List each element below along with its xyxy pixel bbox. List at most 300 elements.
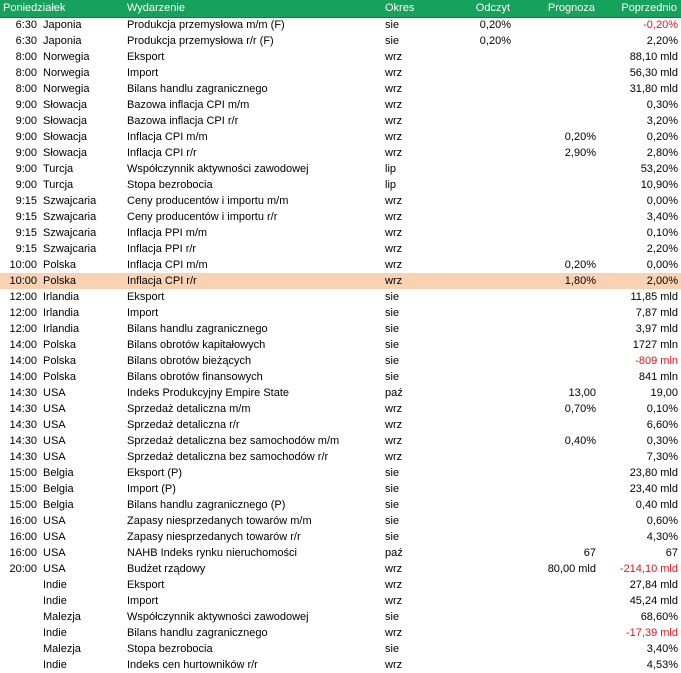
period: sie: [385, 306, 400, 319]
table-row[interactable]: [0, 273, 681, 289]
event-name: Bazowa inflacja CPI m/m: [127, 98, 250, 111]
event-name: Eksport: [127, 578, 165, 591]
period: wrz: [385, 242, 403, 255]
event-time: [0, 577, 40, 593]
previous-value: 0,60%: [646, 514, 678, 527]
country: Turcja: [43, 178, 74, 191]
table-row[interactable]: [0, 209, 681, 225]
header-day[interactable]: Poniedziałek: [0, 0, 124, 17]
country: Belgia: [43, 466, 74, 479]
period: wrz: [385, 418, 403, 431]
actual-value: [452, 433, 514, 449]
event-name: Import (P): [127, 482, 176, 495]
table-row[interactable]: [0, 385, 681, 401]
period: sie: [385, 322, 400, 335]
forecast-value: [514, 209, 599, 225]
period: wrz: [385, 82, 403, 95]
country: USA: [43, 450, 66, 463]
previous-value: 0,00%: [646, 194, 678, 207]
previous-value: -809 mln: [635, 354, 678, 367]
period: wrz: [385, 226, 403, 239]
event-time: 15:00: [9, 498, 37, 511]
actual-value: [452, 641, 514, 657]
event-name: Stopa bezrobocia: [127, 642, 213, 655]
forecast-value: [514, 353, 599, 369]
actual-value: [452, 305, 514, 321]
forecast-value: 13,00: [568, 386, 596, 399]
country: Norwegia: [43, 82, 90, 95]
period: sie: [385, 370, 400, 383]
table-row[interactable]: [0, 369, 681, 385]
actual-value: [452, 193, 514, 209]
event-name: Import: [127, 66, 159, 79]
table-row[interactable]: [0, 545, 681, 561]
previous-value: 19,00: [650, 386, 678, 399]
previous-value: 45,24 mld: [629, 594, 678, 607]
forecast-value: 80,00 mld: [547, 562, 596, 575]
actual-value: [452, 97, 514, 113]
event-time: 9:00: [15, 98, 37, 111]
header-event[interactable]: Wydarzenie: [124, 0, 382, 17]
event-name: Eksport (P): [127, 466, 183, 479]
table-row[interactable]: [0, 465, 681, 481]
period: wrz: [385, 130, 403, 143]
event-time: [0, 625, 40, 641]
table-row[interactable]: [0, 257, 681, 273]
period: sie: [385, 530, 400, 543]
forecast-value: [514, 305, 599, 321]
event-time: 10:00: [9, 258, 37, 271]
forecast-value: [514, 33, 599, 49]
event-name: Sprzedaż detaliczna m/m: [127, 402, 251, 415]
event-time: 8:00: [15, 66, 37, 79]
forecast-value: 2,90%: [564, 146, 596, 159]
country: Turcja: [43, 162, 74, 175]
period: sie: [385, 498, 400, 511]
event-time: 14:30: [9, 450, 37, 463]
period: sie: [385, 18, 400, 31]
table-row[interactable]: [0, 657, 681, 673]
event-name: Bilans handlu zagranicznego: [127, 626, 268, 639]
event-time: 12:00: [9, 306, 37, 319]
actual-value: [452, 113, 514, 129]
period: sie: [385, 642, 400, 655]
event-time: 9:15: [15, 226, 37, 239]
previous-value: 67: [665, 546, 678, 559]
event-time: 9:15: [15, 242, 37, 255]
period: sie: [385, 514, 400, 527]
previous-value: 2,80%: [646, 146, 678, 159]
forecast-value: [514, 161, 599, 177]
forecast-value: [514, 481, 599, 497]
event-time: [0, 657, 40, 673]
event-time: 14:30: [9, 386, 37, 399]
event-time: 9:15: [15, 210, 37, 223]
table-row[interactable]: [0, 481, 681, 497]
event-time: 14:00: [9, 370, 37, 383]
period: wrz: [385, 578, 403, 591]
previous-value: -214,10 mld: [619, 562, 678, 575]
event-time: 14:30: [9, 434, 37, 447]
table-row[interactable]: [0, 577, 681, 593]
table-row[interactable]: [0, 145, 681, 161]
country: Szwajcaria: [43, 242, 97, 255]
country: Słowacja: [43, 114, 88, 127]
forecast-value: [514, 113, 599, 129]
period: sie: [385, 466, 400, 479]
period: wrz: [385, 626, 403, 639]
forecast-value: [514, 177, 599, 193]
forecast-value: 0,70%: [564, 402, 596, 415]
table-row[interactable]: [0, 33, 681, 49]
event-time: 14:30: [9, 402, 37, 415]
event-name: Sprzedaż detaliczna bez samochodów r/r: [127, 450, 329, 463]
event-name: Budżet rządowy: [127, 562, 206, 575]
previous-value: 7,30%: [646, 450, 678, 463]
event-time: 9:00: [15, 178, 37, 191]
event-name: Bazowa inflacja CPI r/r: [127, 114, 239, 127]
country: Słowacja: [43, 98, 88, 111]
event-name: Zapasy niesprzedanych towarów r/r: [127, 530, 301, 543]
event-time: 9:15: [15, 194, 37, 207]
table-row[interactable]: [0, 81, 681, 97]
forecast-value: [514, 513, 599, 529]
country: USA: [43, 546, 66, 559]
event-time: 8:00: [15, 82, 37, 95]
table-row[interactable]: [0, 593, 681, 609]
table-row[interactable]: [0, 641, 681, 657]
forecast-value: [514, 497, 599, 513]
table-row[interactable]: [0, 497, 681, 513]
event-name: Eksport: [127, 290, 165, 303]
event-time: 14:00: [9, 354, 37, 367]
country: USA: [43, 402, 66, 415]
event-time: 9:00: [15, 146, 37, 159]
forecast-value: 0,40%: [564, 434, 596, 447]
period: paź: [385, 546, 403, 559]
previous-value: 0,30%: [646, 98, 678, 111]
table-row[interactable]: [0, 337, 681, 353]
event-time: 6:30: [15, 34, 37, 47]
previous-value: 0,10%: [646, 402, 678, 415]
country: Szwajcaria: [43, 194, 97, 207]
table-row[interactable]: [0, 49, 681, 65]
actual-value: [452, 529, 514, 545]
table-row[interactable]: [0, 129, 681, 145]
actual-value: [452, 209, 514, 225]
actual-value: [452, 257, 514, 273]
period: wrz: [385, 50, 403, 63]
actual-value: [452, 385, 514, 401]
event-time: 16:00: [9, 546, 37, 559]
country: USA: [43, 418, 66, 431]
actual-value: [452, 657, 514, 673]
country: Indie: [43, 626, 67, 639]
event-name: Bilans obrotów finansowych: [127, 370, 263, 383]
actual-value: [452, 289, 514, 305]
event-name: Inflacja CPI m/m: [127, 258, 208, 271]
forecast-value: [514, 465, 599, 481]
country: Polska: [40, 273, 124, 289]
previous-value: 2,00%: [599, 273, 681, 289]
actual-value: [452, 129, 514, 145]
actual-value: [452, 49, 514, 65]
event-time: 16:00: [9, 514, 37, 527]
event-name: Stopa bezrobocia: [127, 178, 213, 191]
event-name: Sprzedaż detaliczna r/r: [127, 418, 240, 431]
period: wrz: [385, 434, 403, 447]
forecast-value: 67: [583, 546, 596, 559]
forecast-value: [514, 225, 599, 241]
header-period[interactable]: Okres: [382, 0, 452, 17]
previous-value: 23,40 mld: [629, 482, 678, 495]
country: Polska: [43, 338, 77, 351]
previous-value: 3,20%: [646, 114, 678, 127]
forecast-value: [514, 369, 599, 385]
period: wrz: [385, 594, 403, 607]
event-name: Inflacja CPI r/r: [124, 273, 382, 289]
previous-value: 3,97 mld: [635, 322, 678, 335]
previous-value: 23,80 mld: [629, 466, 678, 479]
actual-value: [452, 321, 514, 337]
actual-value: [452, 417, 514, 433]
header-actual[interactable]: Odczyt: [452, 0, 514, 17]
actual-value: 0,20%: [479, 18, 511, 31]
event-name: Inflacja CPI m/m: [127, 130, 208, 143]
table-body: [0, 17, 681, 673]
forecast-value: [514, 193, 599, 209]
event-name: Import: [127, 306, 159, 319]
event-name: Bilans obrotów kapitałowych: [127, 338, 266, 351]
table-row[interactable]: [0, 353, 681, 369]
period: sie: [385, 610, 400, 623]
period: paź: [385, 386, 403, 399]
table-row[interactable]: [0, 177, 681, 193]
actual-value: [452, 449, 514, 465]
previous-value: 3,40%: [646, 642, 678, 655]
event-time: 14:00: [9, 338, 37, 351]
event-time: 15:00: [9, 466, 37, 479]
event-name: NAHB Indeks rynku nieruchomości: [127, 546, 297, 559]
forecast-value: [514, 529, 599, 545]
country: Japonia: [43, 34, 82, 47]
event-time: 10:00: [0, 273, 40, 289]
event-name: Sprzedaż detaliczna bez samochodów m/m: [127, 434, 340, 447]
actual-value: [452, 497, 514, 513]
event-time: 15:00: [9, 482, 37, 495]
table-row[interactable]: [0, 401, 681, 417]
country: Indie: [43, 658, 67, 671]
event-name: Bilans handlu zagranicznego: [127, 322, 268, 335]
event-time: 9:00: [15, 114, 37, 127]
forecast-value: [514, 657, 599, 673]
country: Indie: [43, 594, 67, 607]
forecast-value: [514, 241, 599, 257]
country: USA: [43, 386, 66, 399]
table-row[interactable]: [0, 449, 681, 465]
event-name: Inflacja PPI r/r: [127, 242, 197, 255]
table-row[interactable]: [0, 513, 681, 529]
previous-value: 27,84 mld: [629, 578, 678, 591]
period: sie: [385, 482, 400, 495]
event-name: Import: [127, 594, 159, 607]
country: Irlandia: [43, 322, 80, 335]
event-name: Inflacja CPI r/r: [127, 146, 197, 159]
table-row[interactable]: [0, 625, 681, 641]
previous-value: -0,20%: [643, 18, 678, 31]
table-row[interactable]: [0, 561, 681, 577]
event-time: 16:00: [9, 530, 37, 543]
actual-value: [452, 81, 514, 97]
forecast-value: [514, 49, 599, 65]
country: USA: [43, 434, 66, 447]
forecast-value: [514, 625, 599, 641]
previous-value: 0,10%: [646, 226, 678, 239]
period: wrz: [385, 210, 403, 223]
previous-value: -17,39 mld: [626, 626, 678, 639]
period: lip: [385, 162, 397, 175]
event-time: [0, 641, 40, 657]
actual-value: [452, 561, 514, 577]
period: wrz: [385, 402, 403, 415]
event-time: 9:00: [15, 162, 37, 175]
event-name: Produkcja przemysłowa r/r (F): [127, 34, 274, 47]
previous-value: 4,53%: [646, 658, 678, 671]
actual-value: [452, 481, 514, 497]
country: Szwajcaria: [43, 210, 97, 223]
period: wrz: [385, 658, 403, 671]
event-time: 14:30: [9, 418, 37, 431]
table-row[interactable]: [0, 65, 681, 81]
table-row[interactable]: [0, 241, 681, 257]
table-row[interactable]: [0, 225, 681, 241]
event-time: [0, 593, 40, 609]
actual-value: [452, 353, 514, 369]
country: Irlandia: [43, 290, 80, 303]
period: sie: [385, 338, 400, 351]
forecast-value: [514, 81, 599, 97]
table-row[interactable]: [0, 161, 681, 177]
actual-value: [452, 625, 514, 641]
table-row[interactable]: [0, 193, 681, 209]
event-name: Współczynnik aktywności zawodowej: [127, 610, 309, 623]
period: wrz: [385, 98, 403, 111]
table-row[interactable]: [0, 113, 681, 129]
actual-value: [452, 609, 514, 625]
actual-value: [452, 161, 514, 177]
period: wrz: [382, 273, 452, 289]
table-header: [0, 0, 681, 17]
forecast-value: [514, 417, 599, 433]
previous-value: 0,20%: [646, 130, 678, 143]
country: Polska: [43, 258, 77, 271]
country: Norwegia: [43, 66, 90, 79]
event-name: Bilans handlu zagranicznego (P): [127, 498, 286, 511]
event-name: Zapasy niesprzedanych towarów m/m: [127, 514, 312, 527]
forecast-value: [514, 609, 599, 625]
forecast-value: [514, 449, 599, 465]
country: Irlandia: [43, 306, 80, 319]
forecast-value: 0,20%: [564, 130, 596, 143]
previous-value: 3,40%: [646, 210, 678, 223]
table-row[interactable]: [0, 321, 681, 337]
previous-value: 4,30%: [646, 530, 678, 543]
previous-value: 68,60%: [640, 610, 678, 623]
actual-value: [452, 401, 514, 417]
event-name: Indeks Produkcyjny Empire State: [127, 386, 290, 399]
period: sie: [385, 34, 400, 47]
table-row[interactable]: [0, 417, 681, 433]
country: Słowacja: [43, 146, 88, 159]
forecast-value: 1,80%: [514, 273, 599, 289]
previous-value: 56,30 mld: [629, 66, 678, 79]
country: Polska: [43, 370, 77, 383]
previous-value: 11,85 mld: [630, 290, 678, 303]
event-time: [0, 609, 40, 625]
previous-value: 2,20%: [646, 34, 678, 47]
header-forecast[interactable]: Prognoza: [514, 0, 599, 17]
previous-value: 88,10 mld: [629, 50, 678, 63]
table-row[interactable]: [0, 289, 681, 305]
forecast-value: [514, 593, 599, 609]
actual-value: [452, 273, 514, 289]
previous-value: 2,20%: [646, 242, 678, 255]
period: lip: [385, 178, 397, 191]
table-row[interactable]: [0, 97, 681, 113]
country: Polska: [43, 354, 77, 367]
actual-value: [452, 145, 514, 161]
event-time: 12:00: [9, 290, 37, 303]
event-name: Bilans obrotów bieżących: [127, 354, 252, 367]
event-name: Inflacja PPI m/m: [127, 226, 208, 239]
table-row[interactable]: [0, 529, 681, 545]
actual-value: [452, 65, 514, 81]
country: Japonia: [43, 18, 82, 31]
actual-value: [452, 337, 514, 353]
event-time: 12:00: [9, 322, 37, 335]
period: sie: [385, 354, 400, 367]
previous-value: 53,20%: [640, 162, 678, 175]
country: Belgia: [43, 498, 74, 511]
period: wrz: [385, 114, 403, 127]
country: Belgia: [43, 482, 74, 495]
table-row[interactable]: [0, 17, 681, 33]
period: wrz: [385, 146, 403, 159]
previous-value: 6,60%: [646, 418, 678, 431]
forecast-value: [514, 97, 599, 113]
period: wrz: [385, 258, 403, 271]
header-previous[interactable]: Poprzednio: [599, 0, 681, 17]
country: USA: [43, 562, 66, 575]
previous-value: 841 mln: [638, 370, 678, 383]
table-row[interactable]: [0, 305, 681, 321]
event-name: Ceny producentów i importu r/r: [127, 210, 278, 223]
table-row[interactable]: [0, 433, 681, 449]
event-name: Eksport: [127, 50, 165, 63]
period: wrz: [385, 450, 403, 463]
actual-value: [452, 369, 514, 385]
actual-value: [452, 513, 514, 529]
actual-value: [452, 177, 514, 193]
country: Malezja: [43, 610, 81, 623]
table-row[interactable]: [0, 609, 681, 625]
actual-value: 0,20%: [479, 34, 511, 47]
forecast-value: [514, 289, 599, 305]
actual-value: [452, 225, 514, 241]
event-time: 8:00: [15, 50, 37, 63]
previous-value: 10,90%: [640, 178, 678, 191]
actual-value: [452, 577, 514, 593]
